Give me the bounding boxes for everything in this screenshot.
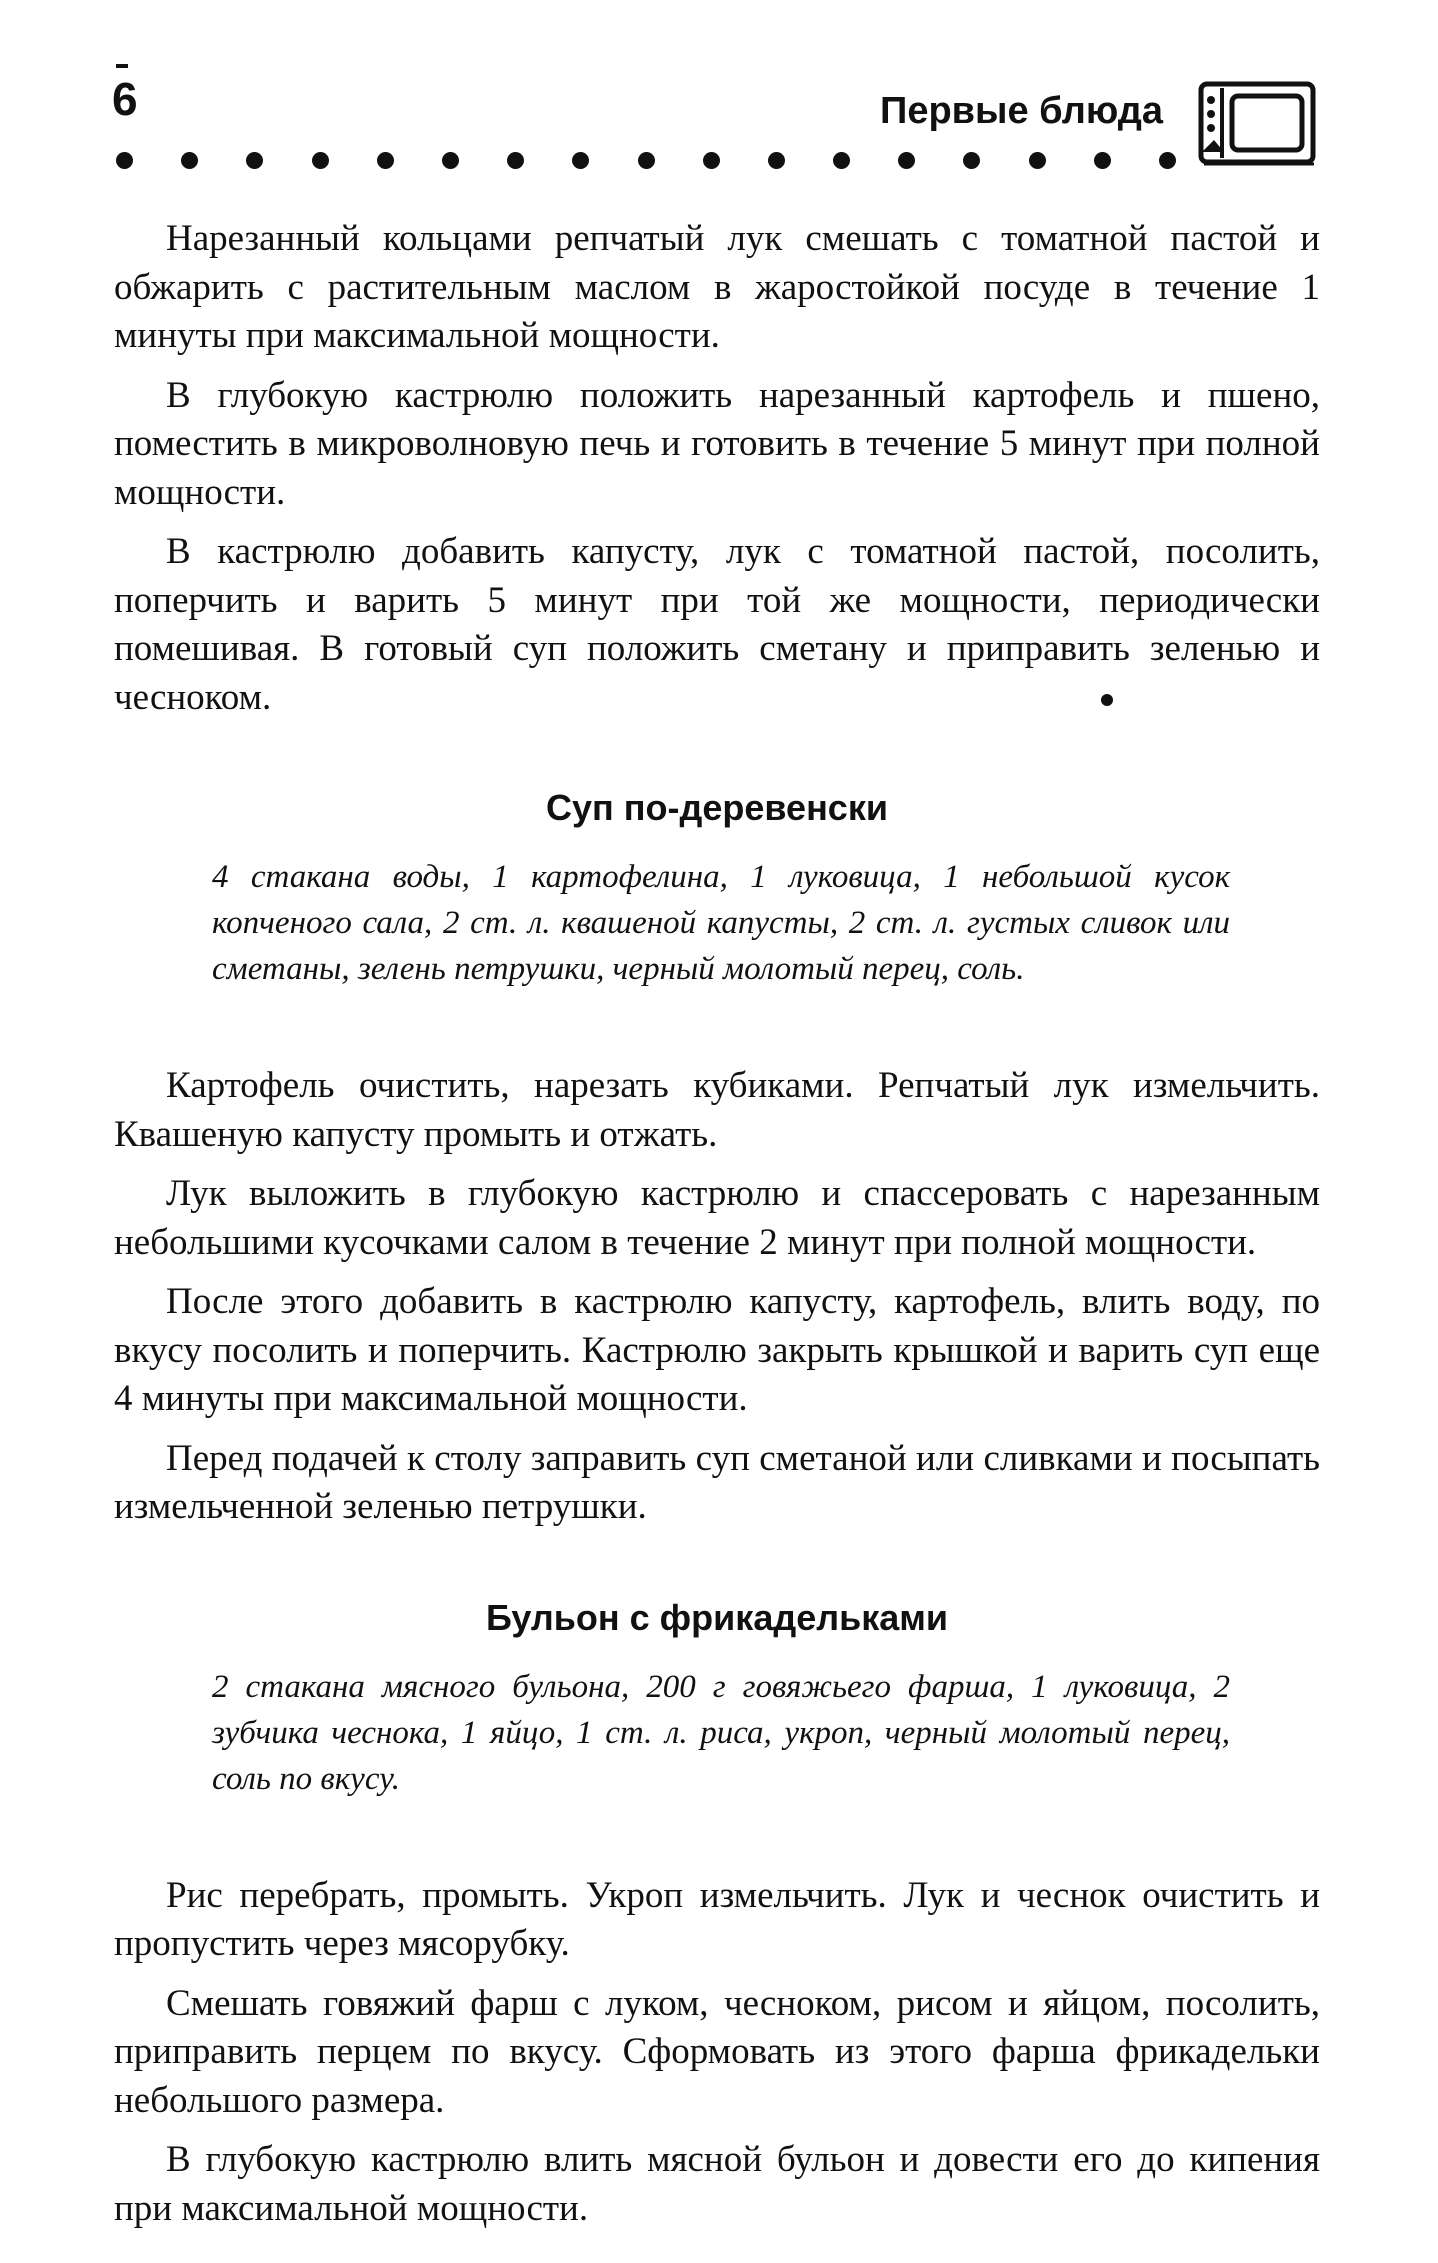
recipe-step: После этого добавить в кастрюлю капусту, картофель, влить воду, по вкусу посолить и поперчить. Кастрюлю закрыть крышкой и варить суп еще 4 минуты при максимальной мощности. (114, 1281, 1320, 1419)
decorative-dot (116, 152, 133, 169)
end-mark-dot (1101, 694, 1113, 706)
recipe-step: Перед подачей к столу заправить суп сметаной или сливками и посыпать измельченной зеленью петрушки. (114, 1437, 1320, 1527)
section-title: Первые блюда (880, 90, 1164, 132)
intro-paragraph-1: Нарезанный кольцами репчатый лук смешать с томатной пастой и обжарить с растительным маслом в жаростойкой посуде в течение 1 минуты при максимальной мощности. (114, 218, 1320, 356)
decorative-dot (312, 152, 329, 169)
recipe-title-meatball-broth: Бульон с фрикадельками (485, 1596, 949, 1638)
decorative-dot (963, 152, 980, 169)
decorative-dot (768, 152, 785, 169)
decorative-dot (1159, 152, 1176, 169)
decorative-dot (833, 152, 850, 169)
page-header (0, 0, 1438, 200)
recipe-step: В глубокую кастрюлю влить мясной бульон и довести его до кипения при максимальной мощности. (114, 2139, 1320, 2229)
decorative-dot (898, 152, 915, 169)
recipe-step: Картофель очистить, нарезать кубиками. Репчатый лук измельчить. Квашеную капусту промыть и отжать. (114, 1065, 1320, 1155)
page-content (114, 215, 1320, 2244)
recipe-step: Смешать говяжий фарш с луком, чесноком, рисом и яйцом, посолить, приправить перцем по вкусу. Сформовать из этого фарша фрикадельки небольшого размера. (114, 1982, 1320, 2121)
decorative-dot (507, 152, 524, 169)
intro-paragraph-3 (114, 528, 1320, 722)
recipe-ingredients-village-soup: 4 стакана воды, 1 картофелина, 1 луковица, 1 небольшой кусок копченого сала, 2 ст. л. квашеной капусты, 2 ст. л. густых сливок или сметаны, зелень петрушки, черный молотый перец, соль. (212, 859, 1230, 987)
decorative-dot (246, 152, 263, 169)
intro-paragraph-2: В глубокую кастрюлю положить нарезанный картофель и пшено, поместить в микроволновую печь и готовить в течение 5 минут при полной мощности. (114, 374, 1320, 513)
recipe-step: Лук выложить в глубокую кастрюлю и спассеровать с нарезанным небольшими кусочками салом в течение 2 минут при полной мощности. (114, 1173, 1320, 1263)
page-tick-mark (116, 64, 128, 68)
decorative-dot (442, 152, 459, 169)
microwave-icon (1198, 78, 1318, 168)
decorative-dot (1094, 152, 1111, 169)
decorative-dot (638, 152, 655, 169)
recipe-step: Рис перебрать, промыть. Укроп измельчить. Лук и чеснок очистить и пропустить через мясорубку. (114, 1874, 1320, 1964)
decorative-dot (572, 152, 589, 169)
recipe-ingredients-meatball-broth: 2 стакана мясного бульона, 200 г говяжьего фарша, 1 луковица, 2 зубчика чеснока, 1 яйцо, 1 ст. л. риса, укроп, черный молотый перец, соль по вкусу. (212, 1668, 1230, 1797)
decorative-dot (181, 152, 198, 169)
decorative-dot (1029, 152, 1046, 169)
intro-paragraph-3-text: В кастрюлю добавить капусту, лук с томатной пастой, посолить, поперчить и варить 5 минут при той же мощности, периодически помешивая. В готовый суп положить сметану и приправить зеленью и чесноком. (114, 531, 1320, 718)
decorative-dot (377, 152, 394, 169)
recipe-title-village-soup: Суп по-деревенски (546, 787, 888, 828)
decorative-dot (703, 152, 720, 169)
page-number: 6 (112, 73, 138, 125)
decorative-dots-row (116, 150, 1176, 170)
